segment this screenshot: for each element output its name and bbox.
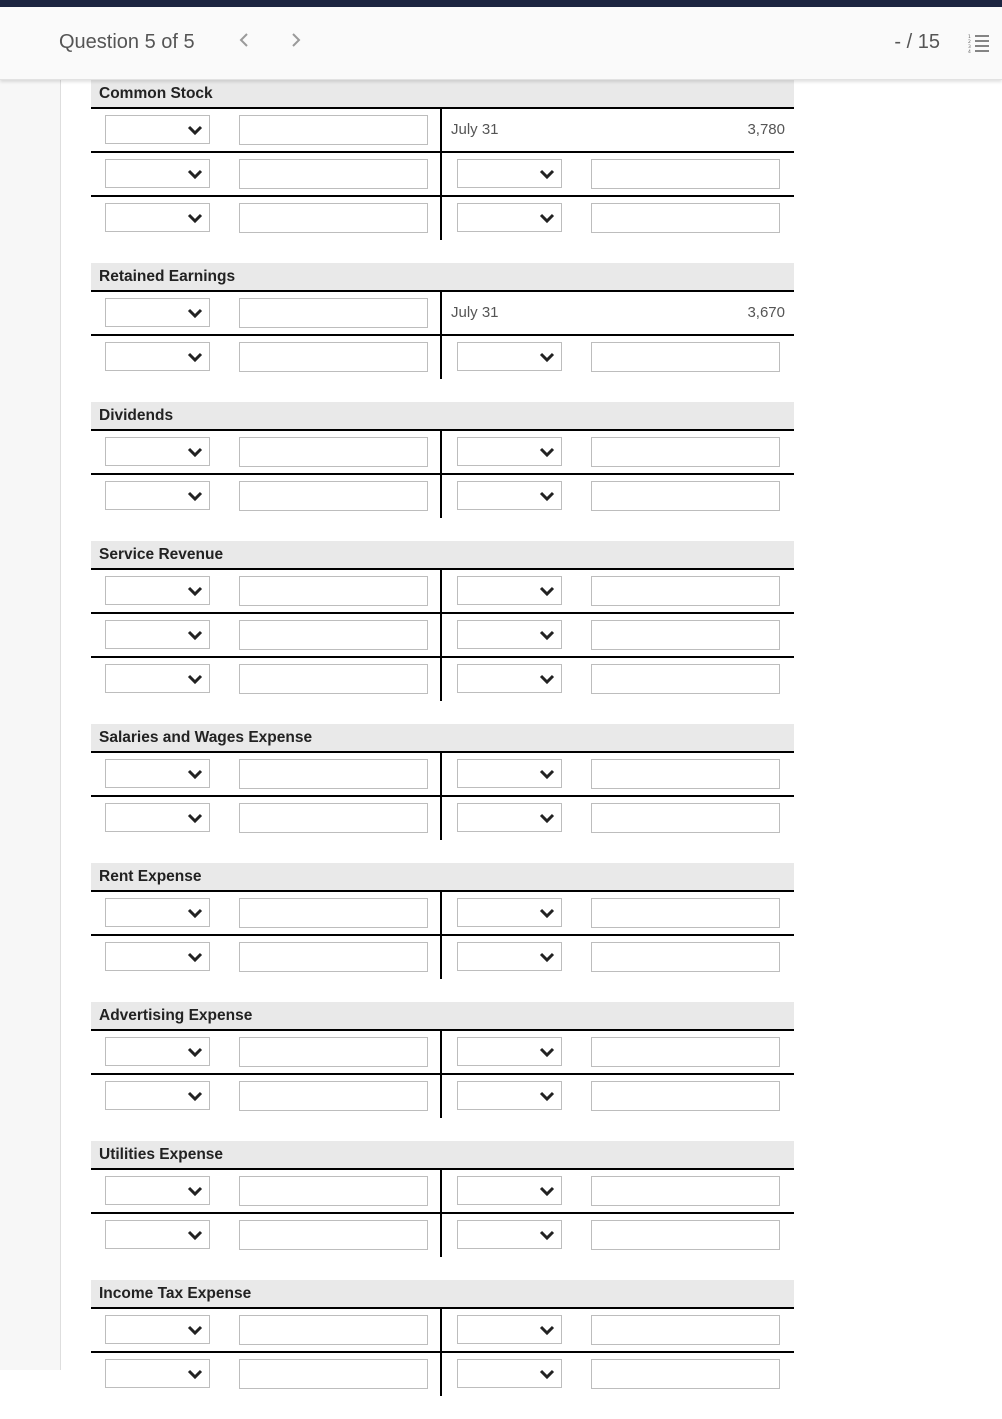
debit-date-select[interactable] — [105, 1081, 210, 1110]
debit-amount-input[interactable] — [239, 115, 428, 145]
t-account-rent-expense — [91, 863, 794, 979]
debit-date-select[interactable] — [105, 759, 210, 788]
t-account-divider — [440, 936, 442, 979]
credit-date-select[interactable] — [457, 203, 562, 232]
numbered-list-icon[interactable] — [968, 34, 990, 55]
t-account-dividends — [91, 402, 794, 518]
credit-amount-input[interactable] — [591, 159, 780, 189]
credit-date-select[interactable] — [457, 1037, 562, 1066]
ledger-row — [91, 1309, 794, 1353]
svg-text:2: 2 — [968, 40, 971, 45]
credit-amount-input[interactable] — [591, 1315, 780, 1345]
t-account-divider — [440, 892, 442, 934]
ledger-row — [91, 797, 794, 840]
ledger-row — [91, 570, 794, 614]
debit-date-select[interactable] — [105, 576, 210, 605]
ledger-row — [91, 753, 794, 797]
ledger-row — [91, 1075, 794, 1118]
svg-text:4: 4 — [968, 50, 971, 55]
credit-amount-input[interactable] — [591, 898, 780, 928]
credit-amount-input[interactable] — [591, 1081, 780, 1111]
debit-amount-input[interactable] — [239, 620, 428, 650]
chevron-right-icon[interactable] — [290, 29, 302, 56]
t-account-divider — [440, 109, 442, 151]
credit-amount-input[interactable] — [591, 481, 780, 511]
credit-date-select[interactable] — [457, 1220, 562, 1249]
account-title: Income Tax Expense — [91, 1280, 794, 1309]
t-account-divider — [440, 292, 442, 334]
section-spacer — [91, 518, 794, 541]
t-account-utilities-expense — [91, 1141, 794, 1257]
credit-date-select[interactable] — [457, 759, 562, 788]
left-gutter — [0, 80, 61, 1370]
credit-amount: 3,670 — [747, 304, 785, 321]
debit-amount-input[interactable] — [239, 1037, 428, 1067]
ledger-row — [91, 614, 794, 658]
account-title: Salaries and Wages Expense — [91, 724, 794, 753]
debit-date-select[interactable] — [105, 1359, 210, 1388]
account-title: Utilities Expense — [91, 1141, 794, 1170]
ledger-row — [91, 892, 794, 936]
debit-date-select[interactable] — [105, 942, 210, 971]
t-account-divider — [440, 475, 442, 518]
debit-amount-input[interactable] — [239, 437, 428, 467]
debit-amount-input[interactable] — [239, 481, 428, 511]
credit-date-select[interactable] — [457, 576, 562, 605]
ledger-row — [91, 153, 794, 197]
ledger-row — [91, 936, 794, 979]
account-title: Retained Earnings — [91, 263, 794, 292]
debit-date-select[interactable] — [105, 437, 210, 466]
debit-date-select[interactable] — [105, 620, 210, 649]
t-account-divider — [440, 614, 442, 656]
ledger-row — [91, 1353, 794, 1396]
svg-text:1: 1 — [968, 35, 971, 40]
t-account-service-revenue — [91, 541, 794, 701]
debit-date-select[interactable] — [105, 342, 210, 371]
debit-date-select[interactable] — [105, 1220, 210, 1249]
credit-amount-input[interactable] — [591, 576, 780, 606]
credit-amount-input[interactable] — [591, 803, 780, 833]
credit-amount-input[interactable] — [591, 759, 780, 789]
t-account-divider — [440, 797, 442, 840]
debit-date-select[interactable] — [105, 664, 210, 693]
score-display: - / 15 — [894, 31, 940, 53]
debit-amount-input[interactable] — [239, 898, 428, 928]
t-account-divider — [440, 1309, 442, 1351]
chevron-left-icon[interactable] — [238, 29, 250, 56]
t-account-divider — [440, 153, 442, 195]
section-spacer — [91, 840, 794, 863]
debit-amount-input[interactable] — [239, 942, 428, 972]
debit-date-select[interactable] — [105, 298, 210, 327]
credit-amount-input[interactable] — [591, 342, 780, 372]
account-title: Service Revenue — [91, 541, 794, 570]
t-accounts-panel — [91, 80, 794, 1419]
credit-date: July 31 — [451, 304, 499, 321]
ledger-row — [91, 658, 794, 701]
credit-date-select[interactable] — [457, 1359, 562, 1388]
t-account-retained-earnings — [91, 263, 794, 379]
t-account-divider — [440, 1353, 442, 1396]
t-account-divider — [440, 336, 442, 379]
section-spacer — [91, 979, 794, 1002]
ledger-row — [91, 292, 794, 336]
section-spacer — [91, 1396, 794, 1419]
credit-date-select[interactable] — [457, 342, 562, 371]
account-title: Dividends — [91, 402, 794, 431]
section-spacer — [91, 1118, 794, 1141]
debit-amount-input[interactable] — [239, 1176, 428, 1206]
t-account-divider — [440, 431, 442, 473]
debit-amount-input[interactable] — [239, 203, 428, 233]
credit-amount-input[interactable] — [591, 942, 780, 972]
credit-date-select[interactable] — [457, 481, 562, 510]
debit-amount-input[interactable] — [239, 1359, 428, 1389]
credit-date-select[interactable] — [457, 159, 562, 188]
debit-date-select[interactable] — [105, 1037, 210, 1066]
credit-date-select[interactable] — [457, 1176, 562, 1205]
ledger-row — [91, 109, 794, 153]
debit-amount-input[interactable] — [239, 159, 428, 189]
credit-amount-input[interactable] — [591, 1359, 780, 1389]
credit-date: July 31 — [451, 121, 499, 138]
debit-amount-input[interactable] — [239, 576, 428, 606]
debit-date-select[interactable] — [105, 203, 210, 232]
t-account-divider — [440, 1031, 442, 1073]
t-account-divider — [440, 1075, 442, 1118]
credit-date-select[interactable] — [457, 664, 562, 693]
debit-date-select[interactable] — [105, 898, 210, 927]
section-spacer — [91, 701, 794, 724]
ledger-row — [91, 336, 794, 379]
credit-amount-input[interactable] — [591, 1220, 780, 1250]
debit-amount-input[interactable] — [239, 803, 428, 833]
account-title: Advertising Expense — [91, 1002, 794, 1031]
top-bar — [0, 0, 1002, 7]
credit-date-select[interactable] — [457, 1081, 562, 1110]
debit-amount-input[interactable] — [239, 759, 428, 789]
credit-date-select[interactable] — [457, 942, 562, 971]
ledger-row — [91, 197, 794, 240]
account-title: Common Stock — [91, 80, 794, 109]
credit-date-select[interactable] — [457, 803, 562, 832]
t-account-divider — [440, 1170, 442, 1212]
debit-amount-input[interactable] — [239, 1081, 428, 1111]
t-account-advertising-expense — [91, 1002, 794, 1118]
credit-date-select[interactable] — [457, 437, 562, 466]
credit-date-select[interactable] — [457, 898, 562, 927]
credit-amount-input[interactable] — [591, 664, 780, 694]
credit-amount-input[interactable] — [591, 620, 780, 650]
section-spacer — [91, 379, 794, 402]
ledger-row — [91, 1170, 794, 1214]
credit-amount: 3,780 — [747, 121, 785, 138]
t-account-common-stock — [91, 80, 794, 240]
ledger-row — [91, 1214, 794, 1257]
credit-date-select[interactable] — [457, 620, 562, 649]
question-counter: Question 5 of 5 — [59, 31, 195, 53]
debit-amount-input[interactable] — [239, 342, 428, 372]
svg-text:3: 3 — [968, 45, 971, 50]
question-header — [0, 7, 1002, 80]
t-account-divider — [440, 1214, 442, 1257]
t-account-divider — [440, 658, 442, 701]
t-account-divider — [440, 197, 442, 240]
credit-amount-input[interactable] — [591, 1037, 780, 1067]
debit-date-select[interactable] — [105, 159, 210, 188]
ledger-row — [91, 475, 794, 518]
section-spacer — [91, 240, 794, 263]
debit-amount-input[interactable] — [239, 298, 428, 328]
debit-date-select[interactable] — [105, 115, 210, 144]
ledger-row — [91, 1031, 794, 1075]
debit-date-select[interactable] — [105, 1176, 210, 1205]
debit-amount-input[interactable] — [239, 1220, 428, 1250]
t-account-divider — [440, 753, 442, 795]
credit-date-select[interactable] — [457, 1315, 562, 1344]
debit-date-select[interactable] — [105, 481, 210, 510]
t-account-salaries-and-wages-expense — [91, 724, 794, 840]
credit-amount-input[interactable] — [591, 1176, 780, 1206]
ledger-row — [91, 431, 794, 475]
debit-amount-input[interactable] — [239, 1315, 428, 1345]
debit-amount-input[interactable] — [239, 664, 428, 694]
debit-date-select[interactable] — [105, 803, 210, 832]
section-spacer — [91, 1257, 794, 1280]
t-account-divider — [440, 570, 442, 612]
t-account-income-tax-expense — [91, 1280, 794, 1396]
debit-date-select[interactable] — [105, 1315, 210, 1344]
account-title: Rent Expense — [91, 863, 794, 892]
credit-amount-input[interactable] — [591, 437, 780, 467]
credit-amount-input[interactable] — [591, 203, 780, 233]
